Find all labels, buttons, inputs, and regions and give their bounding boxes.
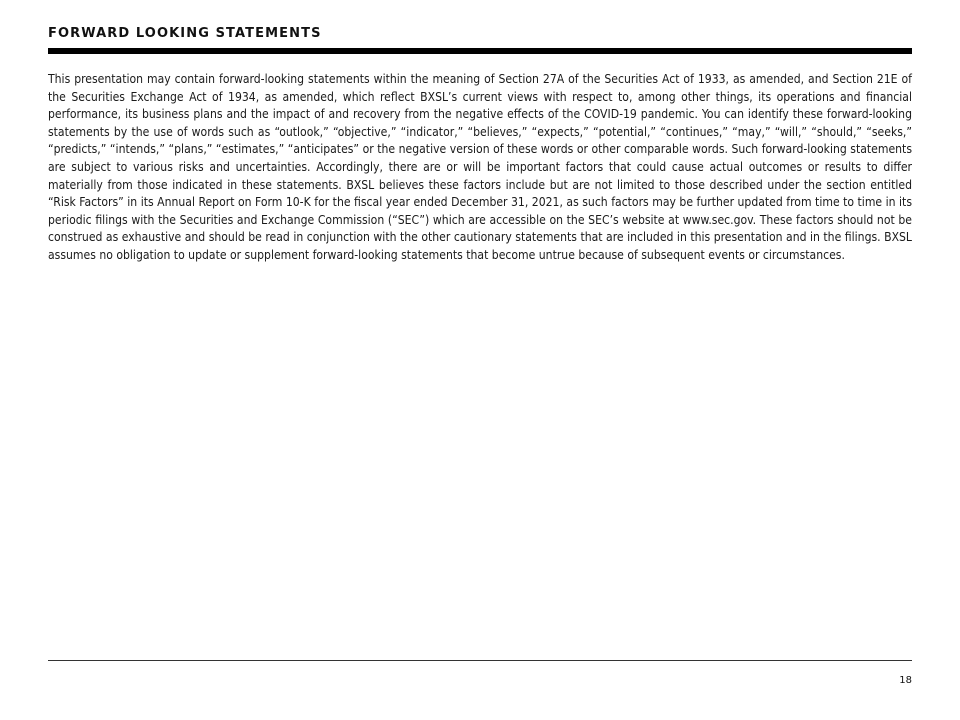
page-title: FORWARD LOOKING STATEMENTS xyxy=(48,26,322,41)
disclaimer-paragraph: This presentation may contain forward-looking statements within the meaning of Section 27A of the Securities Act of 1933, as amended, and Section 21E of the Securities Exchange Act of 1934, as amended, which reflect BXSL’s current views with respect to, among other things, its operations and financial performance, its business plans and the impact of and recovery from the negative effects of the COVID-19 pandemic. You can identify these forward-looking statements by the use of words such as “outlook,” “objective,” “indicator,” “believes,” “expects,” “potential,” “continues,” “may,” “will,” “should,” “seeks,” “predicts,” “intends,” “plans,” “estimates,” “anticipates” or the negative version of these words or other comparable words. Such forward-looking statements are subject to various risks and uncertainties. Accordingly, there are or will be important factors that could cause actual outcomes or results to differ materially from those indicated in these statements. BXSL believes these factors include but are not limited to those described under the section entitled “Risk Factors” in its Annual Report on Form 10-K for the fiscal year ended December 31, 2021, as such factors may be further updated from time to time in its periodic filings with the Securities and Exchange Commission (“SEC”) which are accessible on the SEC’s website at www.sec.gov. These factors should not be construed as exhaustive and should be read in conjunction with the other cautionary statements that are included in this presentation and in the filings. BXSL assumes no obligation to update or supplement forward-looking statements that become untrue because of subsequent events or circumstances. xyxy=(48,72,912,262)
footer-divider xyxy=(48,660,912,661)
title-divider xyxy=(48,48,912,54)
page-number: 18 xyxy=(899,675,912,686)
